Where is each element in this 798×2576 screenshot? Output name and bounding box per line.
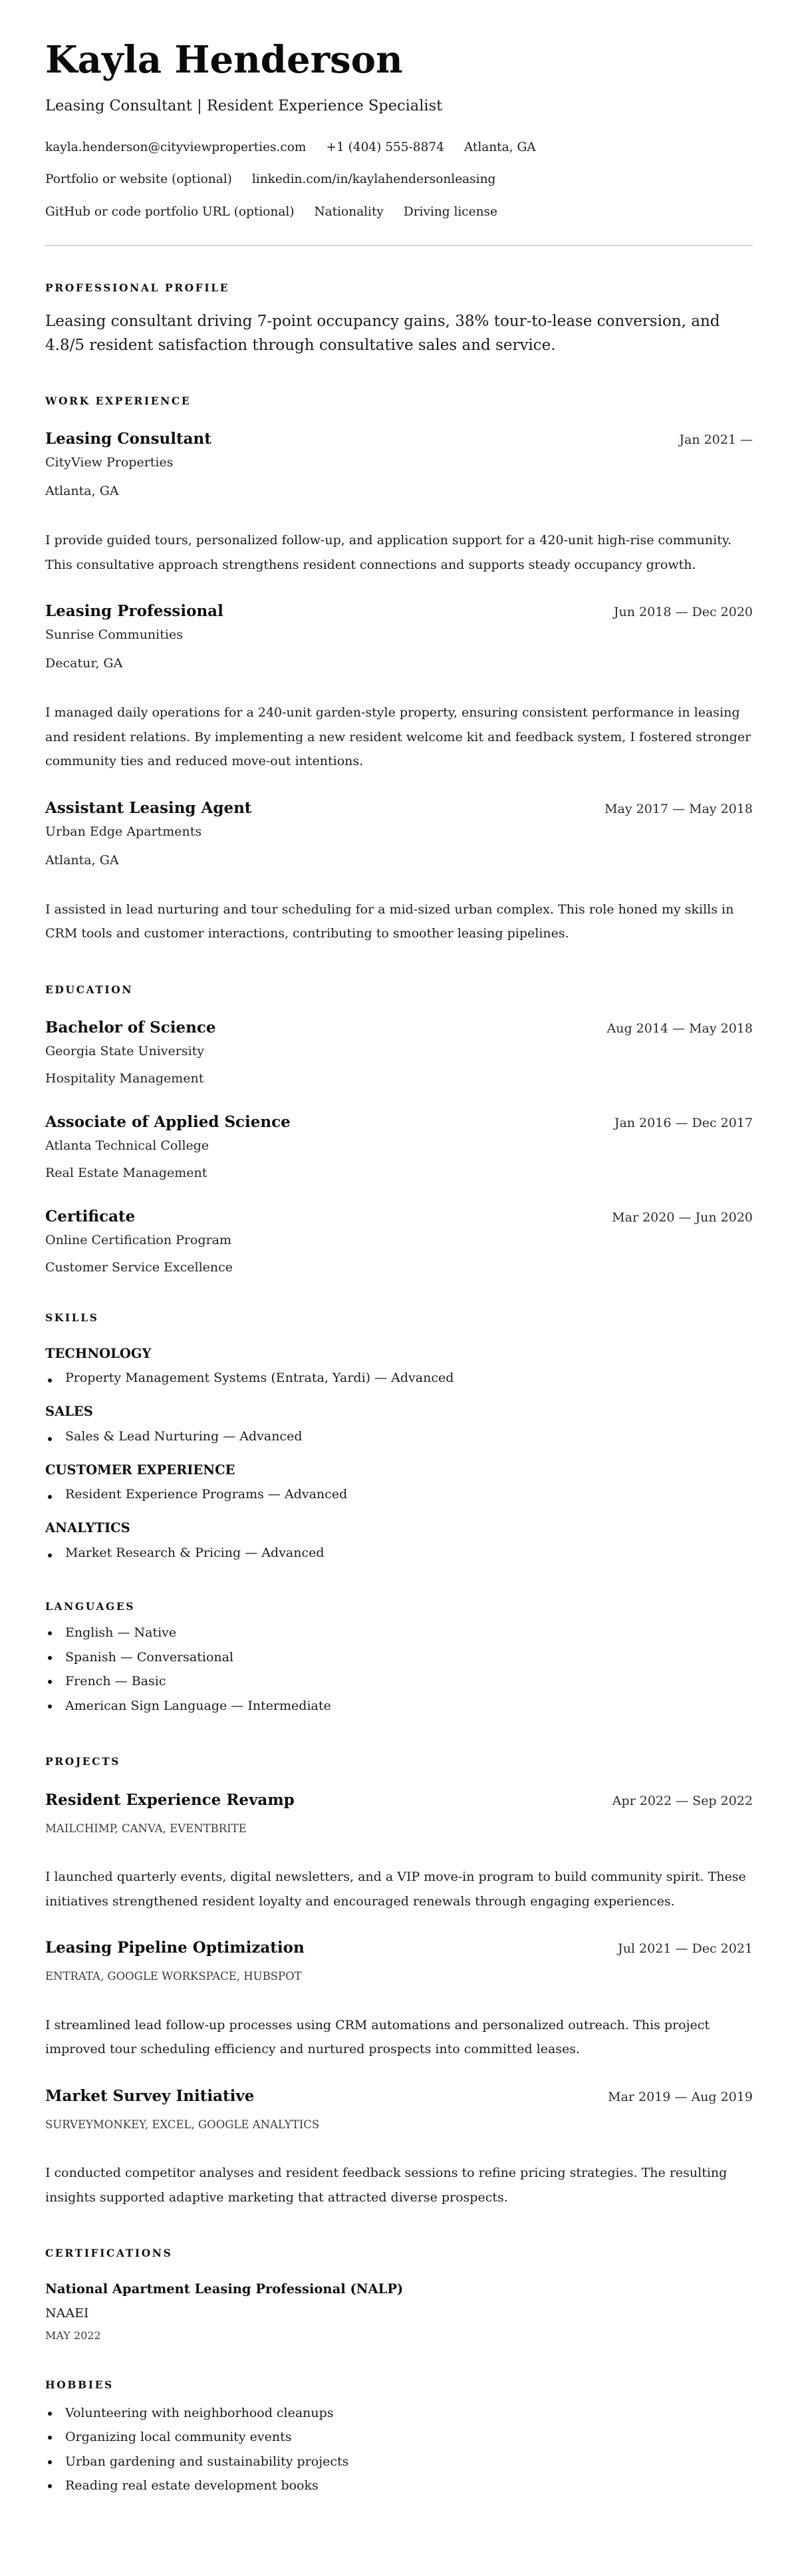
project-entry — [45, 1792, 753, 1914]
education-dates: Aug 2014 — May 2018 — [606, 1021, 753, 1036]
project-description: I streamlined lead follow-up processes using CRM automations and personalized outreach. This project improved tour scheduling efficiency and nurtured prospects into committed leases. — [45, 2017, 710, 2056]
skill-group-title: TECHNOLOGY — [45, 1345, 152, 1361]
company: Sunrise Communities — [45, 627, 183, 642]
certifications-section — [45, 2248, 753, 2341]
job-description: I assisted in lead nurturing and tour scheduling for a mid-sized urban complex. This role honed my skills in CRM tools and customer interactions, contributing to smoother leasing pipelines. — [45, 901, 734, 941]
degree: Certificate — [45, 1208, 136, 1225]
degree: Associate of Applied Science — [45, 1113, 291, 1131]
languages-section — [45, 1601, 753, 1718]
certification-issuer: NAAEI — [45, 2306, 89, 2321]
job-location: Atlanta, GA — [45, 484, 119, 498]
work-entry — [45, 603, 753, 774]
contact-line — [45, 142, 753, 154]
project-tech: ENTRATA, GOOGLE WORKSPACE, HUBSPOT — [45, 1970, 302, 1983]
project-dates: Mar 2019 — Aug 2019 — [608, 2089, 753, 2104]
job-description: I provide guided tours, personalized follow-up, and application support for a 420-unit high-rise community. This consultative approach strengthens resident connections and supports steady occupancy growth. — [45, 533, 732, 572]
language-item: English — Native — [45, 1621, 753, 1645]
project-dates: Apr 2022 — Sep 2022 — [612, 1793, 753, 1808]
language-item: American Sign Language — Intermediate — [45, 1694, 753, 1718]
skills-section — [45, 1313, 753, 1563]
education-dates: Mar 2020 — Jun 2020 — [612, 1210, 753, 1225]
section-title: SKILLS — [45, 1311, 99, 1324]
education-entry — [45, 1209, 753, 1274]
school: Online Certification Program — [45, 1233, 232, 1247]
section-title: PROFESSIONAL PROFILE — [45, 281, 230, 294]
work-experience-section — [45, 396, 753, 946]
field-of-study: Real Estate Management — [45, 1166, 207, 1180]
section-title: EDUCATION — [45, 983, 134, 996]
project-tech: MAILCHIMP, CANVA, EVENTBRITE — [45, 1822, 247, 1835]
skill-group — [45, 1522, 753, 1563]
candidate-name: Kayla Henderson — [45, 38, 403, 82]
profile-summary: Leasing consultant driving 7-point occupancy gains, 38% tour-to-lease conversion, and 4.8/5 resident satisfaction through consultative sales and service. — [45, 312, 720, 354]
hobby-item: Reading real estate development books — [45, 2474, 753, 2498]
skill-item: Market Research & Pricing — Advanced — [45, 1543, 753, 1563]
job-dates: May 2017 — May 2018 — [604, 801, 753, 816]
job-title: Leasing Consultant — [45, 430, 211, 448]
project-name: Leasing Pipeline Optimization — [45, 1939, 305, 1957]
section-title: WORK EXPERIENCE — [45, 394, 192, 407]
project-dates: Jul 2021 — Dec 2021 — [618, 1941, 753, 1956]
skill-group-title: ANALYTICS — [45, 1520, 130, 1535]
work-entry — [45, 800, 753, 946]
hobby-item: Urban gardening and sustainability projects — [45, 2450, 753, 2474]
profile-section — [45, 283, 753, 357]
certification-entry — [45, 2283, 753, 2342]
skill-group — [45, 1464, 753, 1505]
skill-item: Sales & Lead Nurturing — Advanced — [45, 1426, 753, 1446]
skill-item: Resident Experience Programs — Advanced — [45, 1484, 753, 1504]
skill-group — [45, 1347, 753, 1388]
skill-item: Property Management Systems (Entrata, Yardi) — Advanced — [45, 1368, 753, 1388]
headline: Leasing Consultant | Resident Experience Specialist — [45, 97, 443, 114]
certification-name: National Apartment Leasing Professional (NALP) — [45, 2281, 404, 2297]
field-of-study: Customer Service Excellence — [45, 1260, 233, 1275]
skill-group-title: CUSTOMER EXPERIENCE — [45, 1462, 235, 1478]
email-link[interactable]: kayla.henderson@cityviewproperties.com — [45, 140, 307, 154]
education-section — [45, 985, 753, 1275]
section-title: HOBBIES — [45, 2378, 114, 2391]
project-description: I launched quarterly events, digital newsletters, and a VIP move-in program to build community spirit. These initiatives strengthened resident loyalty and encouraged renewals through engaging experiences. — [45, 1869, 746, 1909]
language-item: Spanish — Conversational — [45, 1645, 753, 1670]
education-entry — [45, 1020, 753, 1085]
school: Georgia State University — [45, 1044, 205, 1058]
project-description: I conducted competitor analyses and resident feedback sessions to refine pricing strategies. The resulting insights supported adaptive marketing that attracted diverse prospects. — [45, 2166, 728, 2205]
degree: Bachelor of Science — [45, 1019, 216, 1037]
project-tech: SURVEYMONKEY, EXCEL, GOOGLE ANALYTICS — [45, 2118, 320, 2131]
hobby-item: Volunteering with neighborhood cleanups — [45, 2401, 753, 2426]
resume-header — [45, 0, 753, 246]
portfolio-link[interactable]: Portfolio or website (optional) — [45, 172, 232, 186]
contact-line — [45, 174, 753, 186]
header-divider — [45, 245, 753, 246]
job-dates: Jun 2018 — Dec 2020 — [613, 605, 753, 619]
education-dates: Jan 2016 — Dec 2017 — [614, 1116, 753, 1130]
driving-license: Driving license — [403, 204, 497, 219]
job-description: I managed daily operations for a 240-unit garden-style property, ensuring consistent performance in leasing and resident relations. By implementing a new resident welcome kit and feedback system, I fostered stronger community ties and reduced move-out intentions. — [45, 705, 751, 768]
nationality: Nationality — [314, 204, 384, 219]
location: Atlanta, GA — [464, 140, 536, 154]
skill-group — [45, 1405, 753, 1446]
skill-group-title: SALES — [45, 1404, 93, 1419]
job-dates: Jan 2021 — — [679, 432, 753, 447]
company: Urban Edge Apartments — [45, 824, 202, 839]
project-entry — [45, 1940, 753, 2062]
hobbies-section — [45, 2380, 753, 2498]
company: CityView Properties — [45, 455, 174, 470]
phone[interactable]: +1 (404) 555-8874 — [326, 140, 444, 154]
job-location: Decatur, GA — [45, 656, 123, 671]
field-of-study: Hospitality Management — [45, 1071, 204, 1086]
section-title: LANGUAGES — [45, 1599, 136, 1613]
language-item: French — Basic — [45, 1669, 753, 1694]
certification-date: MAY 2022 — [45, 2329, 101, 2342]
project-name: Market Survey Initiative — [45, 2086, 255, 2105]
education-entry — [45, 1114, 753, 1180]
school: Atlanta Technical College — [45, 1138, 209, 1153]
linkedin-link[interactable]: linkedin.com/in/kaylahendersonleasing — [251, 172, 496, 186]
github-link[interactable]: GitHub or code portfolio URL (optional) — [45, 204, 295, 219]
project-name: Resident Experience Revamp — [45, 1790, 295, 1809]
section-title: CERTIFICATIONS — [45, 2247, 173, 2259]
work-entry — [45, 431, 753, 577]
section-title: PROJECTS — [45, 1755, 121, 1768]
job-title: Leasing Professional — [45, 602, 223, 620]
hobby-item: Organizing local community events — [45, 2425, 753, 2450]
projects-section — [45, 1756, 753, 2209]
contact-line — [45, 206, 753, 219]
job-location: Atlanta, GA — [45, 852, 119, 868]
job-title: Assistant Leasing Agent — [45, 798, 252, 817]
project-entry — [45, 2088, 753, 2210]
